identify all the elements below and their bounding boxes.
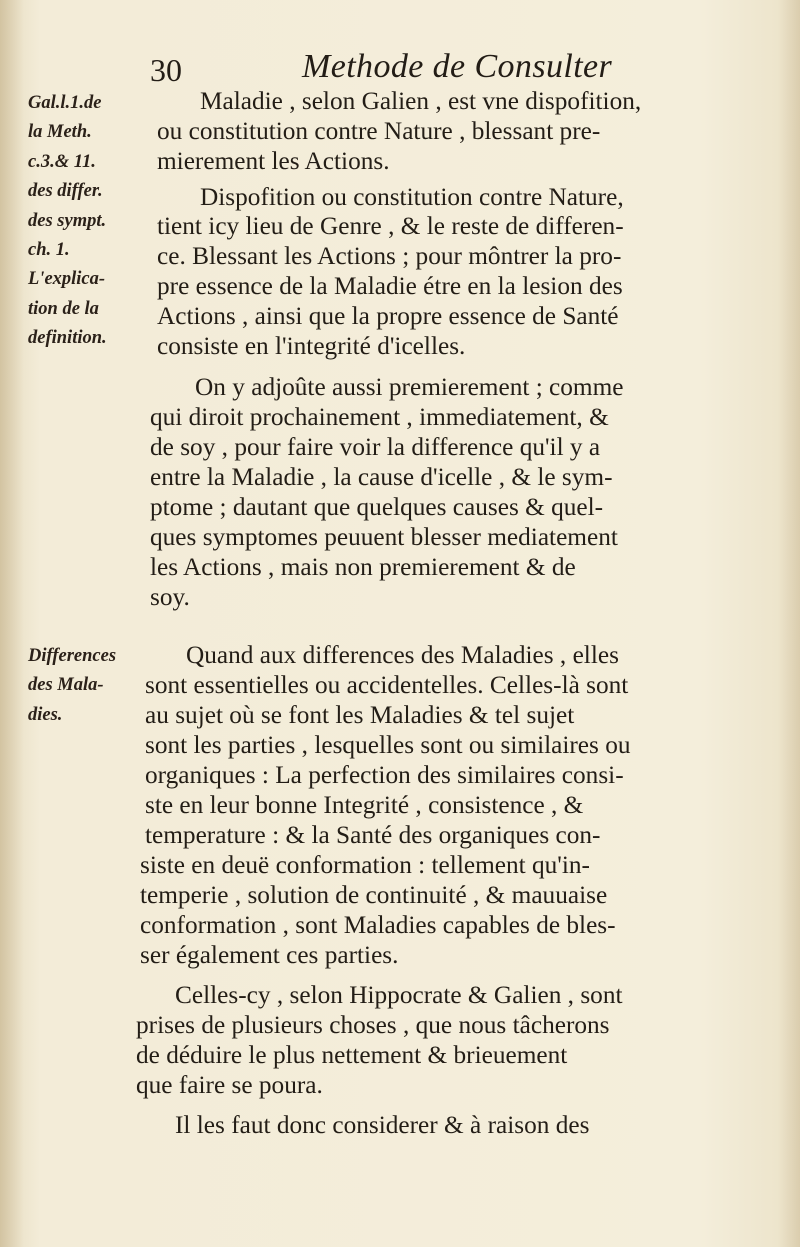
body-line: conformation , sont Maladies capables de bles- xyxy=(140,911,616,939)
body-line: Dispofition ou constitution contre Nature, xyxy=(200,183,624,211)
margin-note-line: L'explica- xyxy=(28,269,106,290)
margin-note-line: la Meth. xyxy=(28,122,92,143)
margin-note-line: Gal.l.1.de xyxy=(28,93,102,113)
body-line: sont essentielles ou accidentelles. Celles-là sont xyxy=(145,671,629,699)
body-line: les Actions , mais non premierement & de xyxy=(150,553,576,581)
body-line: temperature : & la Santé des organiques con- xyxy=(145,821,601,849)
body-line: qui diroit prochainement , immediatement, & xyxy=(150,403,609,431)
body-line: Il les faut donc considerer & à raison des xyxy=(175,1111,590,1139)
body-line: On y adjoûte aussi premierement ; comme xyxy=(195,373,624,401)
body-line: Celles-cy , selon Hippocrate & Galien , sont xyxy=(175,981,623,1009)
body-line: mierement les Actions. xyxy=(157,147,390,175)
body-line: de déduire le plus nettement & brieuement xyxy=(136,1041,568,1069)
body-line: organiques : La perfection des similaires consi- xyxy=(145,761,624,789)
body-line: de soy , pour faire voir la difference qu'il y a xyxy=(150,433,601,461)
margin-note-line: des differ. xyxy=(28,181,103,202)
body-line: ptome ; dautant que quelques causes & quel- xyxy=(150,493,604,521)
body-line: ou constitution contre Nature , blessant pre- xyxy=(157,117,601,145)
margin-note-line: c.3.& 11. xyxy=(28,151,96,172)
body-line: consiste en l'integrité d'icelles. xyxy=(157,332,466,360)
body-line: soy. xyxy=(150,583,190,611)
margin-note-line: ch. 1. xyxy=(28,240,70,261)
body-line: pre essence de la Maladie étre en la lesion des xyxy=(157,272,623,300)
margin-note-line: des sympt. xyxy=(28,210,107,231)
body-line: prises de plusieurs choses , que nous tâcherons xyxy=(136,1011,610,1039)
body-line: temperie , solution de continuité , & mauuaise xyxy=(140,881,608,909)
body-line: ques symptomes peuuent blesser mediatement xyxy=(150,523,618,551)
body-line: tient icy lieu de Genre , & le reste de differen- xyxy=(157,212,624,240)
body-line: Actions , ainsi que la propre essence de Santé xyxy=(157,302,619,330)
body-line: que faire se poura. xyxy=(136,1071,323,1099)
body-line: ser également ces parties. xyxy=(140,941,399,969)
body-line: au sujet où se font les Maladies & tel sujet xyxy=(145,701,575,729)
body-line: Maladie , selon Galien , est vne dispofition, xyxy=(200,87,642,115)
margin-note-line: Differences xyxy=(28,646,117,666)
body-line: ste en leur bonne Integrité , consistence , & xyxy=(145,791,584,819)
margin-note-line: tion de la xyxy=(28,298,99,319)
margin-note-line: des Mala- xyxy=(28,675,104,696)
body-line: sont les parties , lesquelles sont ou similaires ou xyxy=(145,731,631,759)
margin-note-line: dies. xyxy=(28,704,63,725)
body-line: siste en deuë conformation : tellement qu'in- xyxy=(140,851,590,879)
margin-note-line: definition. xyxy=(28,328,107,349)
running-title: Methode de Consulter xyxy=(302,48,613,85)
body-line: ce. Blessant les Actions ; pour môntrer la pro- xyxy=(157,242,622,270)
body-line: Quand aux differences des Maladies , elles xyxy=(186,641,619,669)
page-number: 30 xyxy=(150,52,182,88)
body-line: entre la Maladie , la cause d'icelle , & le sym- xyxy=(150,463,613,491)
